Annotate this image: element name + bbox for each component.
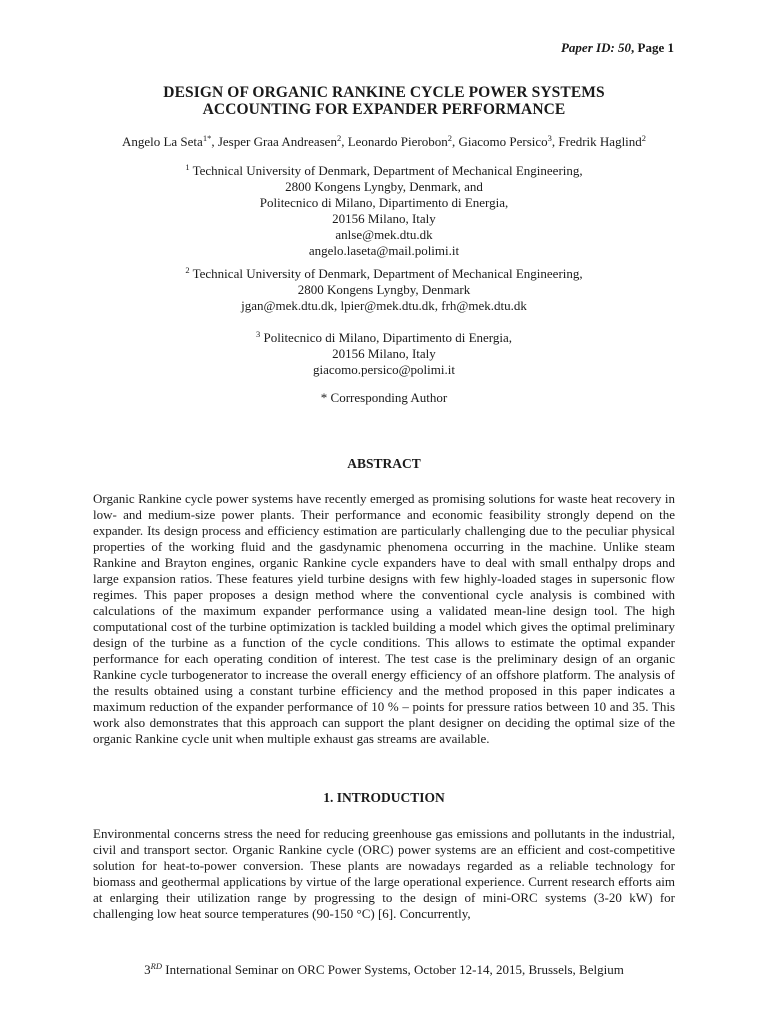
- author-separator: ,: [451, 134, 459, 149]
- paper-title: [0, 84, 768, 118]
- affiliation-line: Technical University of Denmark, Department of Mechanical Engineering,: [189, 163, 583, 178]
- affiliation-2: [0, 266, 768, 314]
- affiliation-email: angelo.laseta@mail.polimi.it: [308, 243, 460, 258]
- author-separator: ,: [551, 134, 559, 149]
- page-number-label: , Page 1: [631, 40, 674, 55]
- author-affil-sup: 2: [447, 133, 452, 143]
- author-list: [0, 134, 768, 150]
- affiliation-3: [0, 330, 768, 378]
- author-affil-sup: 1*: [202, 133, 212, 143]
- author-separator: ,: [341, 134, 348, 149]
- author-name: Giacomo Persico: [458, 134, 548, 149]
- affiliation-line: Politecnico di Milano, Dipartimento di Energia,: [259, 195, 509, 210]
- author-separator: ,: [211, 134, 218, 149]
- author-affil-sup: 2: [336, 133, 342, 143]
- abstract-heading: ABSTRACT: [347, 456, 421, 471]
- abstract-text: Organic Rankine cycle power systems have recently emerged as promising solutions for waste heat recovery in low- and medium-size power plants. Their performance and economic feasibility strongly depend on the expander. Its design process and efficiency estimation are particularly challenging due to the peculiar physical properties of the working fluid and the gasdynamic phenomena occurring in the machine. Unlike steam Rankine and Brayton engines, organic Rankine cycle expanders have to deal with small enthalpy drops and large expansion ratios. These features yield turbine designs with few highly-loaded stages in supersonic flow regimes. This paper proposes a design method where the conventional cycle analysis is combined with calculations of the maximum expander performance using a validated mean-line design tool. The high computational cost of the turbine optimization is tackled building a model which gives the optimal preliminary design of the turbine as a function of the cycle conditions. This allows to estimate the optimal expander performance for each operating condition of interest. The test case is the preliminary design of an organic Rankine cycle turbogenerator to increase the overall energy efficiency of an offshore platform. The analysis of the results obtained using a constant turbine efficiency and the method proposed in this paper indicates a maximum reduction of the expander performance of 10 % – points for pressure ratios between 10 and 35. This work also demonstrates that this approach can support the plant designer on deciding the optimal size of the organic Rankine cycle unit when multiple exhaust gas streams are available.: [93, 491, 675, 746]
- introduction-heading: 1. INTRODUCTION: [323, 790, 445, 805]
- corresponding-author-note: * Corresponding Author: [320, 390, 448, 405]
- author-name: Jesper Graa Andreasen: [217, 134, 337, 149]
- title-line-2: ACCOUNTING FOR EXPANDER PERFORMANCE: [202, 101, 566, 118]
- affiliation-line: 20156 Milano, Italy: [332, 346, 436, 361]
- page-footer: [0, 962, 768, 978]
- affiliation-line: 2800 Kongens Lyngby, Denmark: [297, 282, 471, 297]
- paper-id-label: Paper ID: 50: [560, 40, 632, 55]
- affiliation-number: 1: [185, 162, 190, 172]
- footer-conference: International Seminar on ORC Power Systems, October 12-14, 2015, Brussels, Belgium: [162, 962, 624, 977]
- footer-ordinal-suffix: RD: [150, 961, 163, 971]
- affiliation-number: 3: [255, 329, 261, 339]
- author-affil-sup: 2: [641, 133, 647, 143]
- affiliation-1: [0, 163, 768, 259]
- affiliation-number: 2: [185, 265, 190, 275]
- author-name: Leonardo Pierobon: [347, 134, 448, 149]
- title-line-1: DESIGN OF ORGANIC RANKINE CYCLE POWER SYSTEMS: [163, 84, 605, 101]
- affiliation-line: Technical University of Denmark, Department of Mechanical Engineering,: [189, 266, 583, 281]
- affiliation-line: 20156 Milano, Italy: [332, 211, 436, 226]
- author-name: Angelo La Seta: [121, 134, 203, 149]
- author-affil-sup: 3: [547, 133, 552, 143]
- affiliation-email: jgan@mek.dtu.dk, lpier@mek.dtu.dk, frh@mek.dtu.dk: [241, 298, 527, 313]
- affiliation-line: Politecnico di Milano, Dipartimento di Energia,: [260, 330, 513, 345]
- affiliation-line: 2800 Kongens Lyngby, Denmark, and: [285, 179, 483, 194]
- affiliation-email: giacomo.persico@polimi.it: [313, 362, 455, 377]
- author-name: Fredrik Haglind: [558, 134, 642, 149]
- affiliation-email: anlse@mek.dtu.dk: [335, 227, 433, 242]
- page-id-header: [561, 40, 674, 56]
- footer-ordinal: 3: [144, 962, 151, 977]
- introduction-text: Environmental concerns stress the need for reducing greenhouse gas emissions and pollutants in the industrial, civil and transport sector. Organic Rankine cycle (ORC) power systems are an efficient and cost-competitive solution for heat-to-power conversion. These plants are nowadays regarded as a reliable technology for biomass and geothermal applications by virtue of the large operational experience. Current research efforts aim at enlarging their utilization range by progressing to the design of mini-ORC systems (3-20 kW) for challenging low heat source temperatures (90-150 °C) [6]. Concurrently,: [93, 826, 675, 921]
